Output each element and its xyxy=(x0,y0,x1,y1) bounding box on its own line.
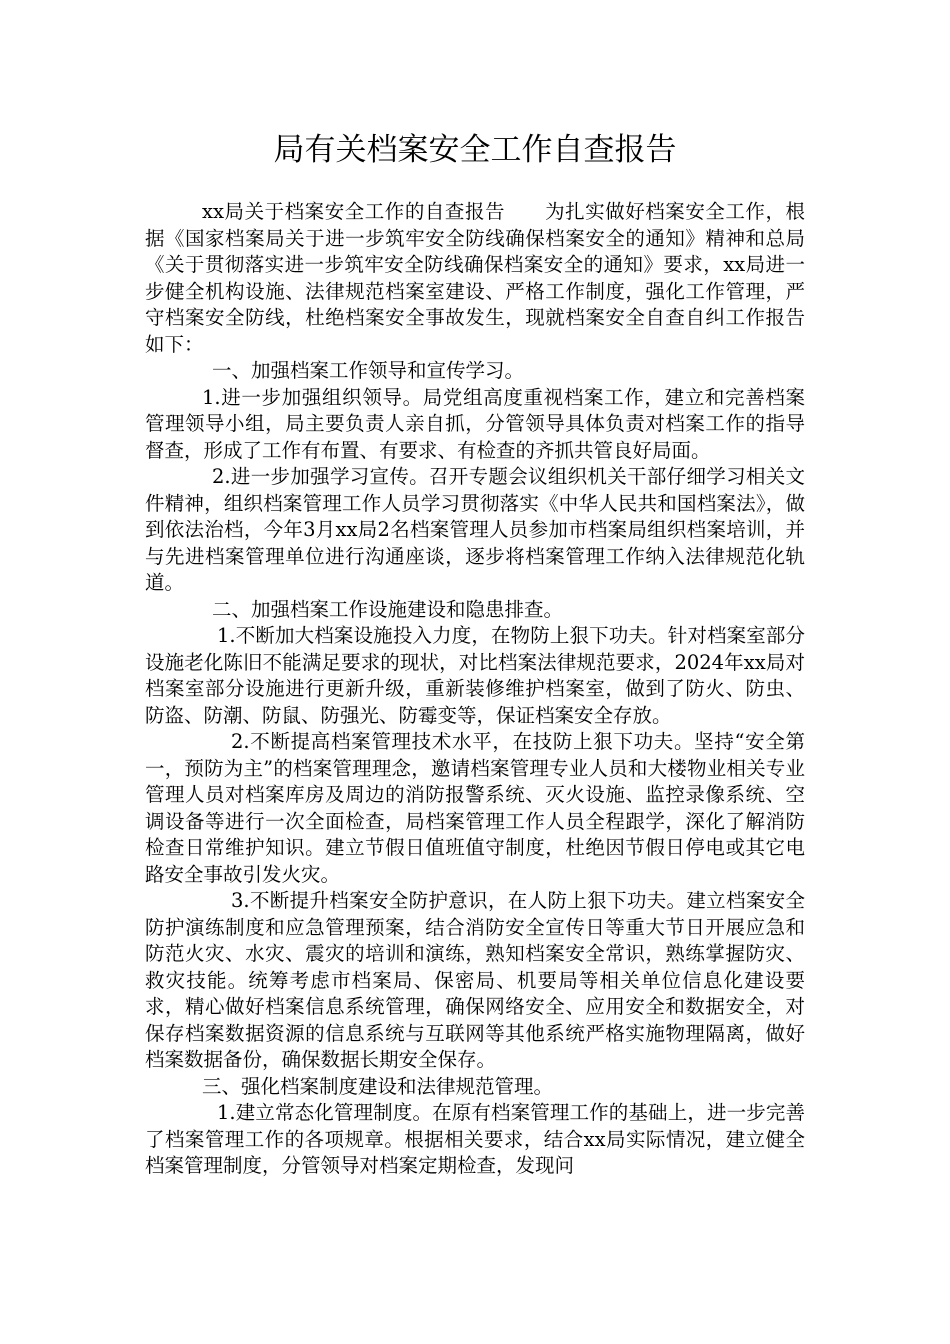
section-2-item-2: 2.不断提高档案管理技术水平，在技防上狠下功夫。坚持“安全第一，预防为主”的档案管理理念，邀请档案管理专业人员和大楼物业相关专业管理人员对档案库房及周边的消防报警系统、灭火设施、监控录像系统、空调设备等进行一次全面检查，局档案管理工作人员全程跟学，深化了解消防检查日常维护知识。建立节假日值班值守制度，杜绝因节假日停电或其它电路安全事故引发火灾。 xyxy=(145,730,805,886)
section-3-item-1: 1.建立常态化管理制度。在原有档案管理工作的基础上，进一步完善了档案管理工作的各项规章。根据相关要求，结合xx局实际情况，建立健全档案管理制度，分管领导对档案定期检查，发现问 xyxy=(145,1101,805,1177)
section-2-item-1: 1.不断加大档案设施投入力度，在物防上狠下功夫。针对档案室部分设施老化陈旧不能满足要求的现状，对比档案法律规范要求，2024年xx局对档案室部分设施进行更新升级，重新装修维护档案室，做到了防火、防虫、防盗、防潮、防鼠、防强光、防霉变等，保证档案安全存放。 xyxy=(145,624,805,727)
section-1-item-1: 1.进一步加强组织领导。局党组高度重视档案工作，建立和完善档案管理领导小组，局主要负责人亲自抓，分管领导具体负责对档案工作的指导督查，形成了工作有布置、有要求、有检查的齐抓共管良好局面。 xyxy=(145,385,805,462)
document-title: 局有关档案安全工作自查报告 xyxy=(273,132,677,168)
section-heading-3: 三、强化档案制度建设和法律规范管理。 xyxy=(202,1074,554,1098)
intro-paragraph: xx局关于档案安全工作的自查报告 为扎实做好档案安全工作，根据《国家档案局关于进一步筑牢安全防线确保档案安全的通知》精神和总局《关于贯彻落实进一步筑牢安全防线确保档案安全的通知》要求，xx局进一步健全机构设施、法律规范档案室建设、严格工作制度，强化工作管理，严守档案安全防线，杜绝档案安全事故发生，现就档案安全自查自纠工作报告如下： xyxy=(145,200,805,356)
section-2-item-3: 3.不断提升档案安全防护意识，在人防上狠下功夫。建立档案安全防护演练制度和应急管理预案，结合消防安全宣传日等重大节日开展应急和防范火灾、水灾、震灾的培训和演练，熟知档案安全常识，熟练掌握防灾、救灾技能。统筹考虑市档案局、保密局、机要局等相关单位信息化建设要求，精心做好档案信息系统管理，确保网络安全、应用安全和数据安全，对保存档案数据资源的信息系统与互联网等其他系统严格实施物理隔离，做好档案数据备份，确保数据长期安全保存。 xyxy=(145,889,805,1071)
document-body xyxy=(145,199,805,1180)
section-heading-1: 一、加强档案工作领导和宣传学习。 xyxy=(212,359,525,382)
section-1-item-2: 2.进一步加强学习宣传。召开专题会议组织机关干部仔细学习相关文件精神，组织档案管理工作人员学习贯彻落实《中华人民共和国档案法》，做到依法治档，今年3月xx局2名档案管理人员参加市档案局组织档案培训，并与先进档案管理单位进行沟通座谈，逐步将档案管理工作纳入法律规范化轨道。 xyxy=(145,465,805,594)
section-heading-2: 二、加强档案工作设施建设和隐患排查。 xyxy=(212,597,564,621)
